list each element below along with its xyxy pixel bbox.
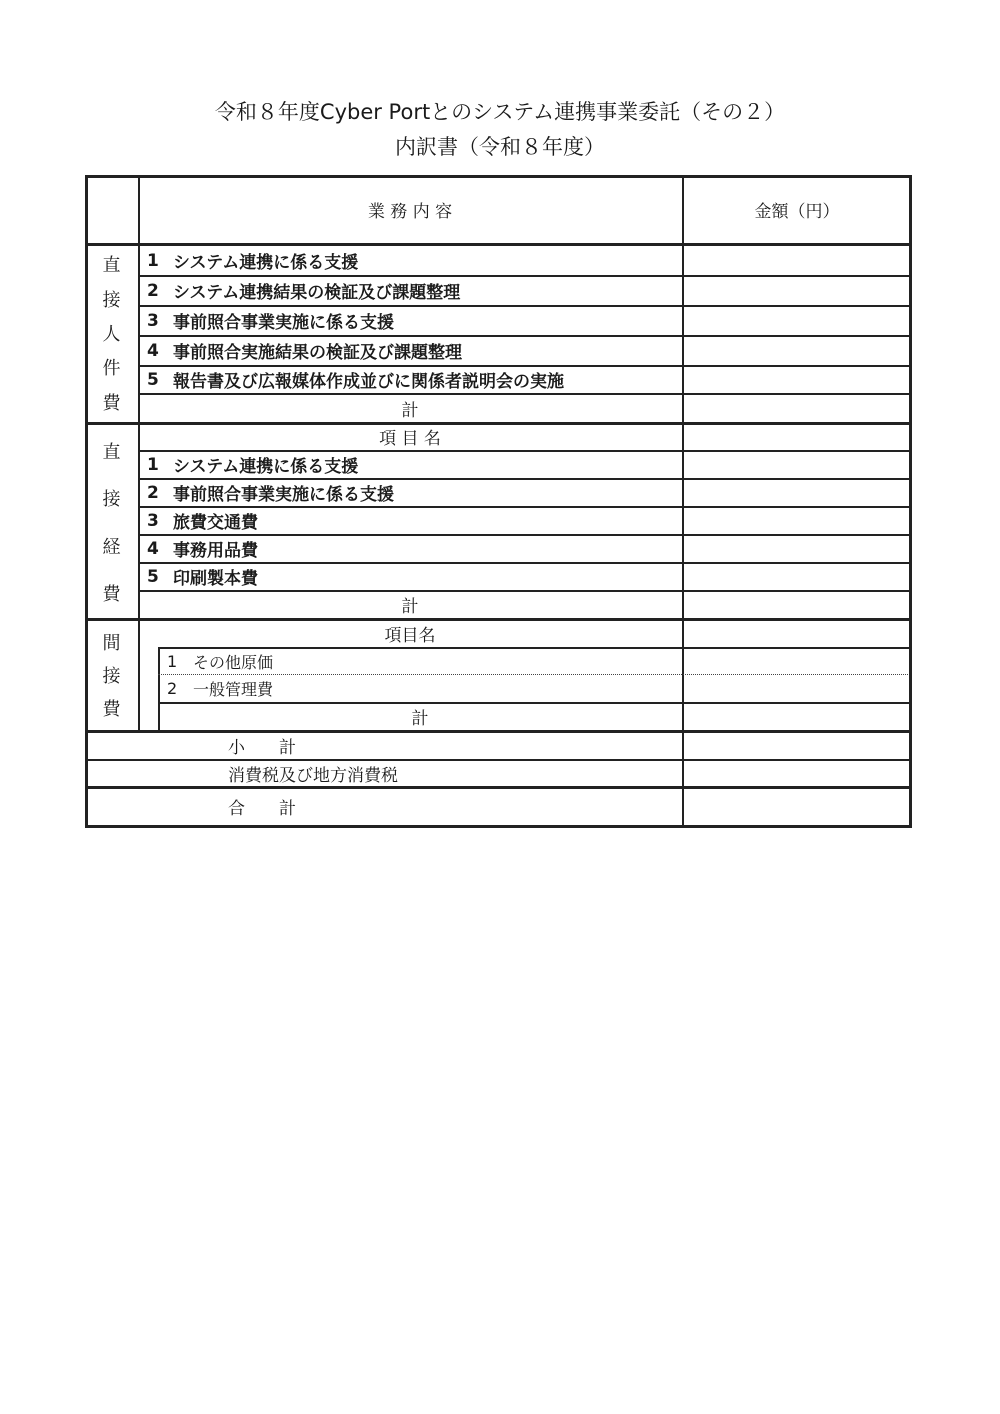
- list-item: [147, 276, 677, 305]
- amount-cell[interactable]: [684, 703, 909, 730]
- item-text: システム連携結果の検証及び課題整理: [173, 283, 461, 303]
- list-item: [147, 336, 677, 365]
- list-item: [147, 366, 677, 393]
- list-item: [167, 648, 677, 674]
- category-char: 間: [102, 632, 121, 654]
- list-item: [147, 479, 677, 506]
- document-title: 令和８年度Cyber Portとのシステム連携事業委託（その２）: [214, 100, 786, 124]
- amount-cell[interactable]: [684, 788, 909, 825]
- item-number: 5: [147, 566, 159, 587]
- amount-cell[interactable]: [684, 563, 909, 590]
- category-char: 接: [102, 489, 121, 511]
- item-text: 事前照合事業実施に係る支援: [173, 485, 394, 505]
- header-content: 業 務 内 容: [367, 201, 453, 222]
- amount-cell[interactable]: [684, 451, 909, 478]
- category-char: 接: [102, 665, 121, 687]
- amount-cell[interactable]: [684, 246, 909, 275]
- item-number: 2: [167, 679, 178, 698]
- category-char: 人: [102, 323, 121, 345]
- item-text: 旅費交通費: [173, 513, 258, 533]
- list-item: [147, 306, 677, 335]
- amount-cell[interactable]: [684, 366, 909, 393]
- indirect-expenses-label: [85, 625, 138, 725]
- direct-expenses-header: 項 目 名: [379, 429, 441, 449]
- item-number: 1: [147, 454, 159, 475]
- item-number: 1: [147, 250, 159, 271]
- direct-expenses-total-label: 計: [401, 597, 419, 617]
- amount-cell[interactable]: [684, 507, 909, 534]
- item-number: 3: [147, 310, 159, 331]
- item-number: 2: [147, 280, 159, 301]
- indirect-expenses-total-label: 計: [411, 709, 429, 729]
- category-char: 費: [102, 699, 121, 721]
- item-number: 1: [167, 651, 178, 671]
- amount-cell[interactable]: [684, 306, 909, 335]
- category-char: 費: [102, 392, 121, 414]
- document-subtitle: 内訳書（令和８年度）: [395, 135, 605, 159]
- item-number: 3: [147, 510, 159, 531]
- amount-cell[interactable]: [684, 591, 909, 618]
- item-text: システム連携に係る支援: [173, 253, 359, 273]
- item-text: その他原価: [193, 652, 274, 672]
- item-text: 一般管理費: [193, 680, 274, 699]
- item-text: 印刷製本費: [173, 569, 258, 589]
- item-text: 事務用品費: [173, 541, 258, 561]
- item-text: 事前照合実施結果の検証及び課題整理: [173, 343, 462, 363]
- category-char: 接: [102, 289, 121, 311]
- category-char: 直: [102, 441, 121, 463]
- item-text: システム連携に係る支援: [173, 457, 359, 477]
- amount-cell[interactable]: [684, 648, 909, 674]
- item-number: 5: [147, 369, 159, 390]
- amount-cell[interactable]: [684, 535, 909, 562]
- item-text: 事前照合事業実施に係る支援: [173, 313, 394, 333]
- list-item: [147, 451, 677, 478]
- header-amount: 金額（円）: [754, 201, 840, 222]
- list-item: [147, 246, 677, 275]
- amount-cell[interactable]: [684, 732, 909, 759]
- indirect-expenses-header: 項目名: [384, 625, 436, 646]
- list-item: [167, 675, 677, 702]
- amount-cell[interactable]: [684, 336, 909, 365]
- direct-personnel-label: [85, 247, 138, 419]
- amount-cell[interactable]: [684, 479, 909, 506]
- direct-personnel-total-label: 計: [401, 400, 419, 421]
- item-number: 4: [147, 340, 159, 361]
- direct-expenses-label: [85, 427, 138, 617]
- list-item: [147, 563, 677, 590]
- grand-total-label: 合 計: [228, 799, 296, 819]
- list-item: [147, 507, 677, 534]
- list-item: [147, 535, 677, 562]
- category-char: 件: [102, 358, 121, 380]
- item-number: 4: [147, 538, 159, 559]
- subtotal-label: 小 計: [228, 738, 296, 758]
- category-char: 費: [102, 584, 121, 606]
- category-char: 直: [102, 255, 121, 277]
- amount-cell[interactable]: [684, 760, 909, 786]
- item-text: 報告書及び広報媒体作成並びに関係者説明会の実施: [173, 372, 564, 392]
- item-number: 2: [147, 482, 159, 503]
- tax-label: 消費税及び地方消費税: [228, 765, 398, 786]
- amount-cell[interactable]: [684, 675, 909, 702]
- breakdown-table: [85, 175, 912, 828]
- amount-cell[interactable]: [684, 276, 909, 305]
- category-char: 経: [102, 536, 121, 558]
- amount-cell[interactable]: [684, 394, 909, 422]
